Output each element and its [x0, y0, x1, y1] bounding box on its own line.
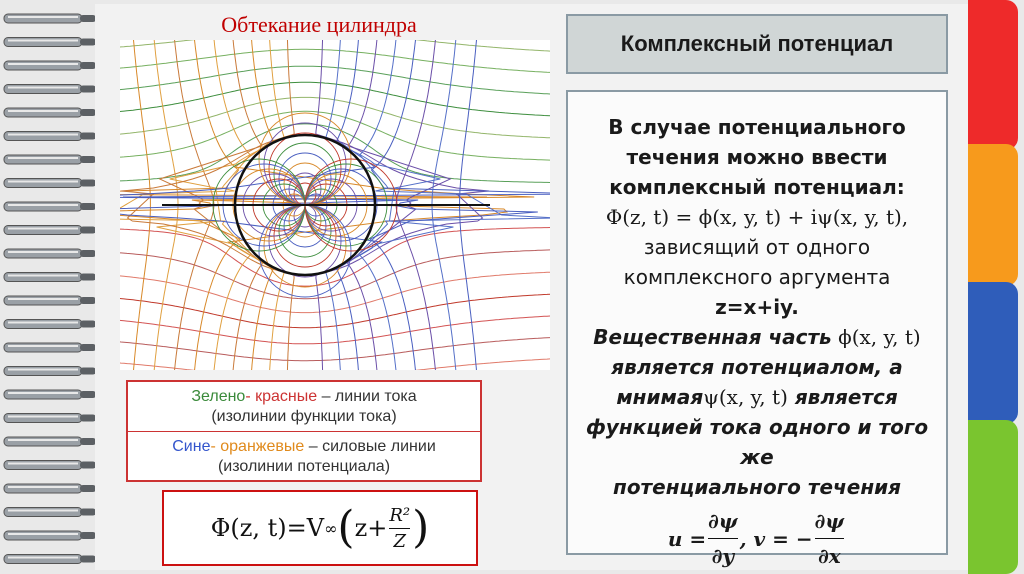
- text-fragment: является: [787, 385, 898, 409]
- text-line: потенциального течения: [613, 475, 901, 499]
- explanation-box: [566, 90, 948, 568]
- tab-green[interactable]: [968, 420, 1018, 574]
- legend-orange-word: - оранжевые: [210, 437, 305, 455]
- spiral-ring: [4, 38, 96, 47]
- streamline: [120, 272, 550, 312]
- streamline: [120, 66, 550, 94]
- complex-potential-title: Комплексный потенциал: [566, 14, 948, 74]
- text-fragment: Вещественная часть: [593, 325, 832, 349]
- spiral-ring: [4, 226, 96, 235]
- denominator: Z: [393, 530, 406, 552]
- tab-blue[interactable]: [968, 282, 1018, 424]
- velocity-formula: [578, 506, 936, 571]
- legend-text: – линии тока: [317, 387, 417, 405]
- spiral-ring: [4, 390, 96, 399]
- v-mid: , v = −: [739, 526, 813, 551]
- formula-z: z+: [354, 514, 388, 542]
- dipole-loop: [274, 205, 336, 267]
- denominator: ∂y: [711, 544, 735, 568]
- tab-orange[interactable]: [968, 144, 1018, 286]
- text-line: является потенциалом, а: [611, 355, 903, 379]
- spiral-ring: [4, 531, 96, 540]
- spiral-ring: [4, 367, 96, 376]
- cylinder-potential-formula: [162, 490, 478, 566]
- text-line: течения можно ввести: [626, 145, 888, 169]
- spiral-ring: [4, 108, 96, 117]
- numerator: ∂ψ: [708, 509, 738, 533]
- legend-green-word: Зелено: [191, 387, 246, 405]
- numerator: R²: [389, 504, 411, 526]
- text-fragment: мнимая: [616, 385, 704, 409]
- numerator: ∂ψ: [814, 509, 845, 533]
- fraction: [389, 505, 410, 552]
- spiral-ring: [4, 179, 96, 188]
- fraction: [815, 506, 845, 571]
- legend-row-forcelines: [128, 432, 480, 481]
- dipole-loop: [279, 153, 331, 205]
- streamline: [120, 49, 550, 72]
- spiral-ring: [4, 155, 96, 164]
- psi-expression: ψ(x, y, t): [703, 385, 788, 409]
- right-paren: ): [412, 502, 430, 553]
- fraction: [708, 506, 738, 571]
- text-line: зависящий от одного: [643, 235, 871, 259]
- spiral-ring: [4, 555, 96, 564]
- spiral-ring: [4, 249, 96, 258]
- dipole-loop: [279, 205, 331, 257]
- phi-expression: ϕ(x, y, t): [831, 325, 921, 349]
- streamline: [120, 359, 550, 370]
- infinity-sub: ∞: [324, 518, 338, 538]
- legend-text: (изолинии потенциала): [217, 457, 391, 475]
- streamline: [120, 294, 550, 328]
- dipole-loop: [259, 113, 351, 205]
- spiral-ring: [4, 437, 96, 446]
- legend-blue-word: Сине: [172, 437, 211, 455]
- legend-text: – силовые линии: [304, 437, 436, 455]
- cylinder-flow-plot: [120, 40, 550, 370]
- spiral-ring: [4, 202, 96, 211]
- spiral-ring: [4, 85, 96, 94]
- dipole-loop: [269, 133, 341, 205]
- spiral-ring: [4, 273, 96, 282]
- left-paren: (: [337, 502, 355, 553]
- streamline: [120, 97, 550, 137]
- legend-row-streamlines: [128, 382, 480, 431]
- text-line: z=x+iy.: [715, 295, 799, 319]
- line-legend: [126, 380, 482, 482]
- text-line: В случае потенциального: [608, 115, 906, 139]
- tab-red[interactable]: [968, 0, 1018, 150]
- streamline: [120, 40, 550, 51]
- legend-text: (изолинии функции тока): [211, 407, 397, 425]
- potential-formula: Φ(z, t) = ϕ(x, y, t) + iψ(x, y, t),: [605, 205, 909, 229]
- dipole-loop: [269, 205, 341, 277]
- text-line: комплексный потенциал:: [609, 175, 905, 199]
- denominator: ∂x: [818, 544, 841, 568]
- color-tabs: [968, 0, 1024, 574]
- spiral-ring: [4, 343, 96, 352]
- legend-red-word: - красные: [245, 387, 318, 405]
- spiral-ring: [4, 461, 96, 470]
- formula-lhs: Φ(z, t)=V: [210, 514, 325, 542]
- streamline: [120, 316, 550, 344]
- text-line: функцией тока одного и того же: [585, 415, 929, 469]
- streamline: [120, 338, 550, 361]
- text-line: комплексного аргумента: [623, 265, 891, 289]
- spiral-ring: [4, 296, 96, 305]
- streamline: [120, 82, 550, 116]
- spiral-ring: [4, 508, 96, 517]
- dipole-loop: [259, 205, 351, 297]
- spiral-ring: [4, 132, 96, 141]
- spiral-ring: [4, 484, 96, 493]
- spiral-ring: [4, 320, 96, 329]
- binder-spiral: [0, 0, 110, 574]
- spiral-ring: [4, 414, 96, 423]
- u-lhs: u =: [667, 526, 707, 551]
- spiral-ring: [4, 61, 96, 70]
- flow-title: Обтекание цилиндра: [221, 12, 417, 37]
